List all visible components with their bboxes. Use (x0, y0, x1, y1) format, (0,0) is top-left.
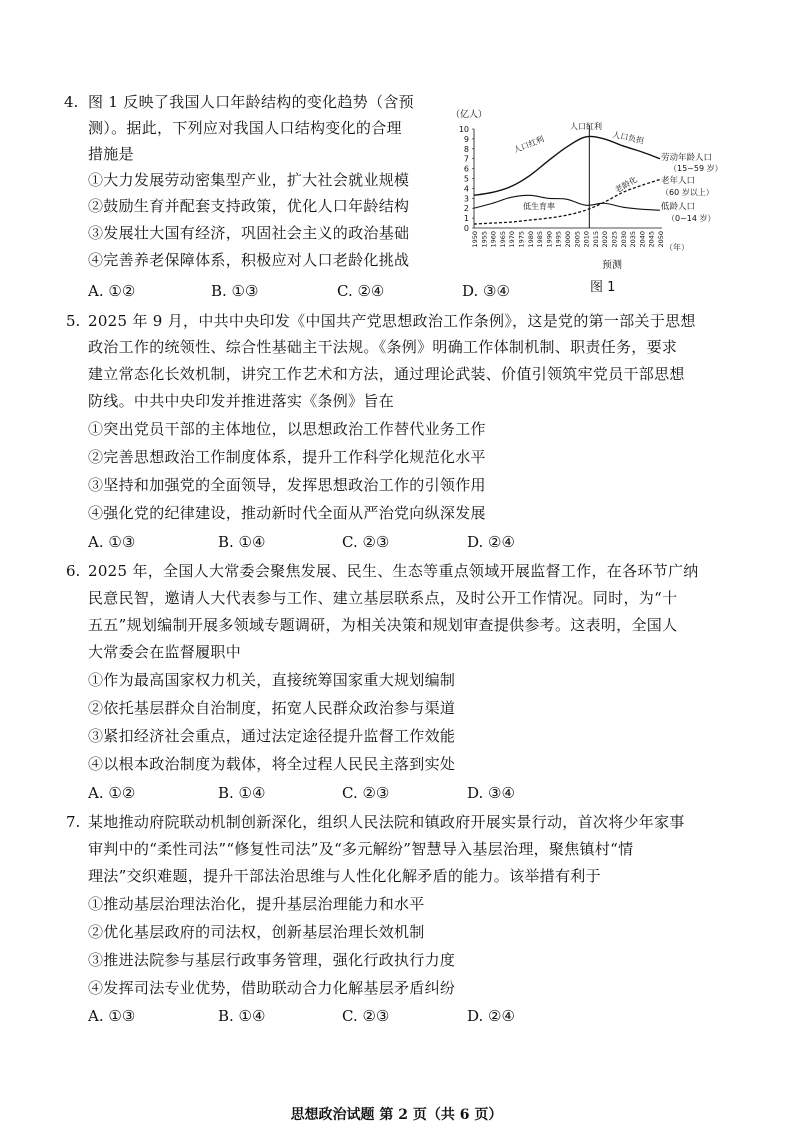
q5-item: ④强化党的纪律建设，推动新时代全面从严治党向纵深发展 (88, 504, 486, 522)
y-tick-label: 8 (463, 144, 469, 154)
q6-item: ③紧扣经济社会重点，通过法定途径提升监督工作效能 (88, 727, 456, 745)
q6-stem-line: 民意民智，邀请人大代表参与工作、建立基层联系点，及时公开工作情况。同时，为“十 (88, 589, 678, 607)
option-d[interactable]: D. ②④ (467, 533, 515, 551)
q6-item: ④以根本政治制度为载体，将全过程人民民主落到实处 (88, 755, 456, 773)
x-tick-label: 1980 (526, 231, 535, 248)
y-tick-label: 10 (458, 125, 469, 134)
x-tick-label: 1955 (480, 231, 489, 248)
option-d[interactable]: D. ②④ (467, 1007, 515, 1025)
option-a[interactable]: A. ①③ (88, 1007, 136, 1025)
q7-item: ①推动基层治理法治化，提升基层治理能力和水平 (88, 895, 425, 913)
x-tick-label: 1990 (545, 231, 554, 248)
y-tick-label: 4 (463, 184, 469, 194)
q7-item: ②优化基层政府的司法权，创新基层治理长效机制 (88, 923, 425, 941)
q5-item: ②完善思想政治工作制度体系，提升工作科学化规范化水平 (88, 448, 486, 466)
q7-number: 7. (66, 813, 81, 831)
label-young-range: （0~14 岁） (667, 214, 716, 223)
q4-number: 4. (64, 93, 79, 111)
option-c[interactable]: C. ②③ (342, 533, 390, 551)
option-a[interactable]: A. ①② (88, 784, 136, 802)
annotation-dividend-peak: 人口红利 (570, 122, 602, 131)
x-tick-label: 1965 (498, 231, 507, 248)
x-tick-label: 1950 (471, 231, 479, 248)
q4-stem-line: 测）。据此，下列应对我国人口结构变化的合理 (88, 119, 402, 137)
q5-options (88, 532, 515, 552)
young-series-line (474, 195, 660, 210)
label-elderly: 老年人口 (661, 176, 696, 186)
q5-stem-line: 2025 年 9 月，中共中央印发《中国共产党思想政治工作条例》，这是党的第一部关于思想 (88, 312, 696, 330)
page-footer: 思想政治试题 第 2 页（共 6 页） (290, 1107, 503, 1123)
y-tick-label: 3 (463, 194, 469, 204)
figure-caption: 图 1 (590, 280, 616, 295)
annotation-aging: 老龄化 (613, 174, 639, 195)
option-b[interactable]: B. ①④ (218, 784, 266, 802)
annotation-burden: 人口负担 (611, 130, 645, 146)
q4-options (88, 281, 510, 301)
annotation-low-birth: 低生育率 (523, 202, 555, 211)
option-c[interactable]: C. ②③ (342, 784, 390, 802)
option-b[interactable]: B. ①④ (218, 533, 266, 551)
x-tick-label: 1975 (517, 231, 526, 248)
q7-stem-line: 理法”交织难题，提升干部法治思维与人性化化解矛盾的能力。该举措有利于 (88, 867, 601, 885)
q5-stem-line: 建立常态化长效机制，讲究工作艺术和方法，通过理论武装、价值引领筑牢党员干部思想 (88, 365, 685, 383)
annotation-dividend: 人口红利 (512, 134, 546, 155)
q4-item: ③发展壮大国有经济，巩固社会主义的政治基础 (88, 224, 410, 242)
x-tick-label: 2045 (647, 231, 656, 248)
label-working-range: （15~59 岁） (669, 164, 723, 173)
q6-stem-line: 2025 年，全国人大常委会聚焦发展、民生、生态等重点领域开展监督工作，在各环节广纳 (88, 562, 699, 580)
q7-item: ③推进法院参与基层行政事务管理，强化行政执行力度 (88, 951, 456, 969)
q5-stem-line: 政治工作的统领性、综合性基础主干法规。《条例》明确工作体制机制、职责任务，要求 (88, 338, 678, 356)
x-axis-unit: （年） (665, 243, 689, 252)
q5-item: ③坚持和加强党的全面领导，发挥思想政治工作的引领作用 (88, 476, 486, 494)
y-tick-label: 7 (463, 154, 469, 164)
y-tick-label: 9 (463, 134, 469, 144)
q4-stem-line: 图 1 反映了我国人口年龄结构的变化趋势（含预 (88, 93, 414, 111)
q6-options (88, 783, 515, 803)
q5-item: ①突出党员干部的主体地位，以思想政治工作替代业务工作 (88, 420, 486, 438)
x-tick-label: 2005 (573, 231, 582, 248)
x-tick-label: 2030 (619, 231, 628, 248)
x-tick-label: 2040 (638, 231, 647, 248)
q6-stem-line: 五五”规划编制开展多领域专题调研，为相关决策和规划审查提供参考。这表明，全国人 (88, 616, 678, 634)
option-b[interactable]: B. ①③ (211, 282, 259, 300)
q4-stem-line: 措施是 (88, 145, 134, 163)
option-d[interactable]: D. ③④ (462, 282, 510, 300)
q6-item: ②依托基层群众自治制度，拓宽人民群众政治参与渠道 (88, 699, 456, 717)
option-a[interactable]: A. ①② (88, 282, 136, 300)
x-tick-label: 2015 (591, 231, 600, 248)
x-tick-label: 1970 (508, 231, 517, 248)
forecast-label: 预测 (602, 260, 622, 271)
x-tick-label: 2035 (629, 231, 638, 248)
y-axis-unit: （亿人） (451, 110, 488, 120)
label-young: 低龄人口 (661, 202, 696, 212)
y-tick-label: 0 (463, 224, 469, 233)
q4-item: ②鼓励生育并配套支持政策，优化人口年龄结构 (88, 197, 410, 215)
x-tick-label: 2010 (582, 231, 591, 248)
q7-stem-line: 某地推动府院联动机制创新深化，组织人民法院和镇政府开展实景行动，首次将少年家事 (88, 813, 685, 831)
y-tick-label: 2 (463, 204, 469, 214)
x-tick-label: 2000 (564, 231, 572, 248)
x-tick-label: 2050 (657, 231, 665, 248)
q4-item: ①大力发展劳动密集型产业，扩大社会就业规模 (88, 171, 410, 189)
option-b[interactable]: B. ①④ (218, 1007, 266, 1025)
x-tick-label: 1995 (554, 231, 563, 248)
x-tick-label: 2020 (601, 231, 610, 248)
y-tick-label: 5 (463, 174, 469, 184)
q7-options (88, 1006, 515, 1026)
option-c[interactable]: C. ②③ (342, 1007, 390, 1025)
q6-stem-line: 大常委会在监督履职中 (88, 643, 242, 661)
x-tick-label: 1985 (536, 231, 545, 248)
y-tick-label: 1 (463, 214, 469, 224)
figure-1-chart (447, 103, 723, 281)
label-elderly-range: （60 岁以上） (661, 188, 714, 197)
option-a[interactable]: A. ①③ (88, 533, 136, 551)
q7-stem-line: 审判中的“柔性司法”“修复性司法”及“多元解纷”智慧导入基层治理，聚焦镇村“情 (88, 840, 634, 858)
q4-item: ④完善养老保障体系，积极应对人口老龄化挑战 (88, 251, 410, 269)
label-working-age: 劳动年龄人口 (661, 153, 713, 163)
q5-number: 5. (66, 312, 81, 330)
q6-item: ①作为最高国家权力机关，直接统筹国家重大规划编制 (88, 671, 456, 689)
x-tick-label: 1960 (489, 231, 498, 248)
y-tick-label: 6 (463, 164, 469, 174)
option-c[interactable]: C. ②④ (337, 282, 385, 300)
option-d[interactable]: D. ③④ (467, 784, 515, 802)
x-tick-label: 2025 (610, 231, 619, 248)
q7-item: ④发挥司法专业优势，借助联动合力化解基层矛盾纠纷 (88, 979, 456, 997)
q6-number: 6. (66, 562, 81, 580)
q5-stem-line: 防线。中共中央印发并推进落实《条例》旨在 (88, 392, 395, 410)
